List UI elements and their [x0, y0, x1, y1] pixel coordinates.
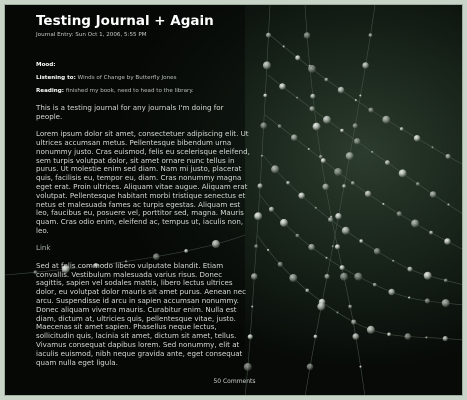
- dew-drop: [261, 155, 263, 157]
- dew-drop: [251, 273, 258, 280]
- dew-drop: [382, 203, 384, 205]
- dew-drop: [310, 106, 315, 111]
- dew-drop: [254, 244, 258, 248]
- dew-drop: [291, 134, 298, 141]
- dew-drop: [271, 165, 279, 173]
- dew-drop: [322, 184, 329, 191]
- dew-drop: [353, 333, 360, 340]
- dew-drop: [411, 220, 419, 228]
- dew-drop: [308, 244, 315, 251]
- dew-drop: [319, 155, 323, 159]
- dew-drop: [359, 239, 363, 243]
- dew-drop: [289, 274, 297, 282]
- dew-drop: [309, 65, 311, 67]
- dew-drop: [431, 146, 433, 148]
- dew-drop: [355, 99, 357, 101]
- dew-drop: [382, 116, 390, 124]
- body-link[interactable]: Link: [36, 243, 51, 253]
- dew-drop: [336, 311, 338, 313]
- mood-row: [36, 61, 250, 69]
- dew-drop: [308, 148, 310, 150]
- dew-drop: [330, 216, 332, 218]
- comments-link[interactable]: 50 Comments: [213, 378, 256, 385]
- journal-title: Testing Journal + Again: [36, 13, 214, 29]
- dew-drop: [365, 191, 372, 198]
- body-paragraph-1: Lorem ipsum dolor sit amet, consectetuer adipiscing elit. Ut ultrices accumsan metus. Pellentesque bibendum urna nonummy justo. Cras euismod, felis eu scelerisque eleifend, sem turpis volutpat dolor, sit amet ornare nunc tellus in purus. Ut molestie enim sed diam. Nam mi justo, placerat quis, facilisis eu, tempor eu, diam. Cras nonummy magna eget erat. Proin ultrices. Aliquam vitae augue. Aliquam erat volutpat. Pellentesque habitant morbi tristique senectus et netus et malesuada fames ac turpis egestas. Aliquam est leo, faucibus eu, posuere vel, porttitor sed, magna. Mauris quam. Cras odio enim, eleifend ac, tempus ut, iaculis non, leo.: [36, 129, 250, 235]
- dew-drop: [385, 160, 390, 165]
- dew-drop: [295, 55, 300, 60]
- dew-drop: [321, 158, 326, 163]
- dew-drop: [269, 207, 274, 212]
- dew-drop: [332, 245, 334, 247]
- reading-value: finished my book, need to head to the library.: [65, 88, 194, 94]
- dew-drop: [400, 127, 404, 131]
- dew-drop: [374, 248, 381, 255]
- listening-row: [36, 74, 250, 82]
- dew-drop: [340, 129, 344, 133]
- dew-drop: [263, 61, 271, 69]
- body-paragraph-2: Sed at felis commodo libero vulputate blandit. Etiam convallis. Vestibulum malesuada varius risus. Donec sagittis, sapien vel sodales mattis, libero lectus ultrices dolor, eu volutpat dolor mauris sit amet purus. Aenean nec arcu. Suspendisse id arcu in sapien accumsan nonummy. Donec aliquam viverra mauris. Curabitur enim. Nulla est diam, dictum at, ultricies quis, pellentesque vitae, justo. Maecenas sit amet sapien. Phasellus neque lectus, sollicitudin quis, lacinia sit amet, dictum sit amet, tellus. Vivamus consequat dapibus lorem. Sed nonummy, elit at iaculis euismod, nibh neque gravida ante, eget consequat quam nulla eget ligula.: [36, 260, 247, 367]
- body-intro: This is a testing journal for any journals I'm doing for people.: [36, 103, 224, 121]
- listening-label: Listening to:: [36, 75, 76, 81]
- dew-drop: [367, 326, 375, 334]
- dew-drop: [335, 244, 340, 249]
- dew-drop: [279, 83, 286, 90]
- dew-drop: [278, 262, 283, 267]
- dew-drop: [323, 116, 331, 124]
- dew-drop: [335, 213, 342, 220]
- entry-date: Journal Entry: Sun Oct 1, 2006, 5:55 PM: [36, 32, 147, 38]
- dew-drop: [362, 62, 369, 69]
- dew-drop: [369, 33, 373, 37]
- dew-drop: [348, 305, 352, 309]
- dew-drop: [263, 94, 267, 98]
- dew-drop: [340, 265, 345, 270]
- listening-value: Winds of Change by Butterfly Jones: [77, 75, 177, 81]
- dew-drop: [353, 123, 358, 128]
- mood-label: Mood:: [36, 62, 56, 68]
- dew-drop: [414, 135, 421, 142]
- dew-drop: [260, 122, 267, 129]
- dew-drop: [425, 298, 430, 303]
- dew-drop: [305, 289, 309, 293]
- dew-drop: [408, 297, 410, 299]
- dew-drop: [442, 299, 450, 307]
- dew-drop: [251, 306, 253, 308]
- dew-drop: [296, 97, 298, 99]
- dew-drop: [444, 279, 448, 283]
- dew-drop: [447, 204, 449, 206]
- dew-drop: [266, 33, 271, 38]
- dew-drop: [416, 182, 420, 186]
- dew-drop: [298, 193, 305, 200]
- reading-label: Reading:: [36, 88, 65, 94]
- dew-drop: [278, 124, 282, 128]
- dew-drop: [346, 152, 354, 160]
- dew-drop: [325, 274, 330, 279]
- dew-drop: [388, 289, 395, 296]
- dew-drop: [307, 364, 314, 371]
- dew-drop: [313, 123, 321, 131]
- journal-frame: [4, 4, 463, 396]
- dew-drop: [399, 169, 407, 177]
- dew-drop: [351, 320, 356, 325]
- dew-drop: [368, 108, 373, 113]
- dew-drop: [430, 191, 437, 198]
- dew-drop: [424, 272, 432, 280]
- dew-drop: [283, 45, 285, 47]
- dew-drop: [317, 303, 325, 311]
- dew-drop: [373, 283, 377, 287]
- dew-drop: [444, 238, 451, 245]
- dew-drop: [267, 249, 269, 251]
- dew-drop: [315, 207, 317, 209]
- dew-drop: [407, 267, 412, 272]
- dew-drop: [325, 257, 327, 259]
- dew-drop: [397, 211, 402, 216]
- dew-drop: [254, 212, 262, 220]
- dew-drop: [351, 181, 355, 185]
- dew-drop: [286, 181, 290, 185]
- dew-drop: [429, 231, 433, 235]
- dew-drop: [314, 335, 318, 339]
- dew-drop: [371, 151, 373, 153]
- dew-drop: [405, 333, 412, 340]
- dew-drop: [342, 184, 346, 188]
- dew-drop: [425, 336, 427, 338]
- dew-drop: [310, 94, 315, 99]
- dew-drop: [340, 273, 348, 281]
- dew-drop: [342, 227, 350, 235]
- dew-drop: [354, 138, 361, 145]
- dew-drop: [304, 32, 311, 39]
- journal-body: [36, 104, 250, 367]
- dew-drop: [338, 87, 345, 94]
- dew-drop: [392, 260, 394, 262]
- dew-drop: [443, 336, 448, 341]
- dew-drop: [296, 234, 300, 238]
- dew-drop: [387, 333, 391, 337]
- reading-row: [36, 87, 250, 95]
- dew-drop: [258, 183, 263, 188]
- journal-content: [36, 13, 250, 376]
- dew-drop: [334, 168, 342, 176]
- dew-drop: [325, 78, 329, 82]
- dew-drop: [359, 366, 361, 368]
- dew-drop: [354, 273, 362, 281]
- dew-drop: [359, 95, 361, 97]
- dew-drop: [280, 219, 288, 227]
- dew-drop: [446, 154, 451, 159]
